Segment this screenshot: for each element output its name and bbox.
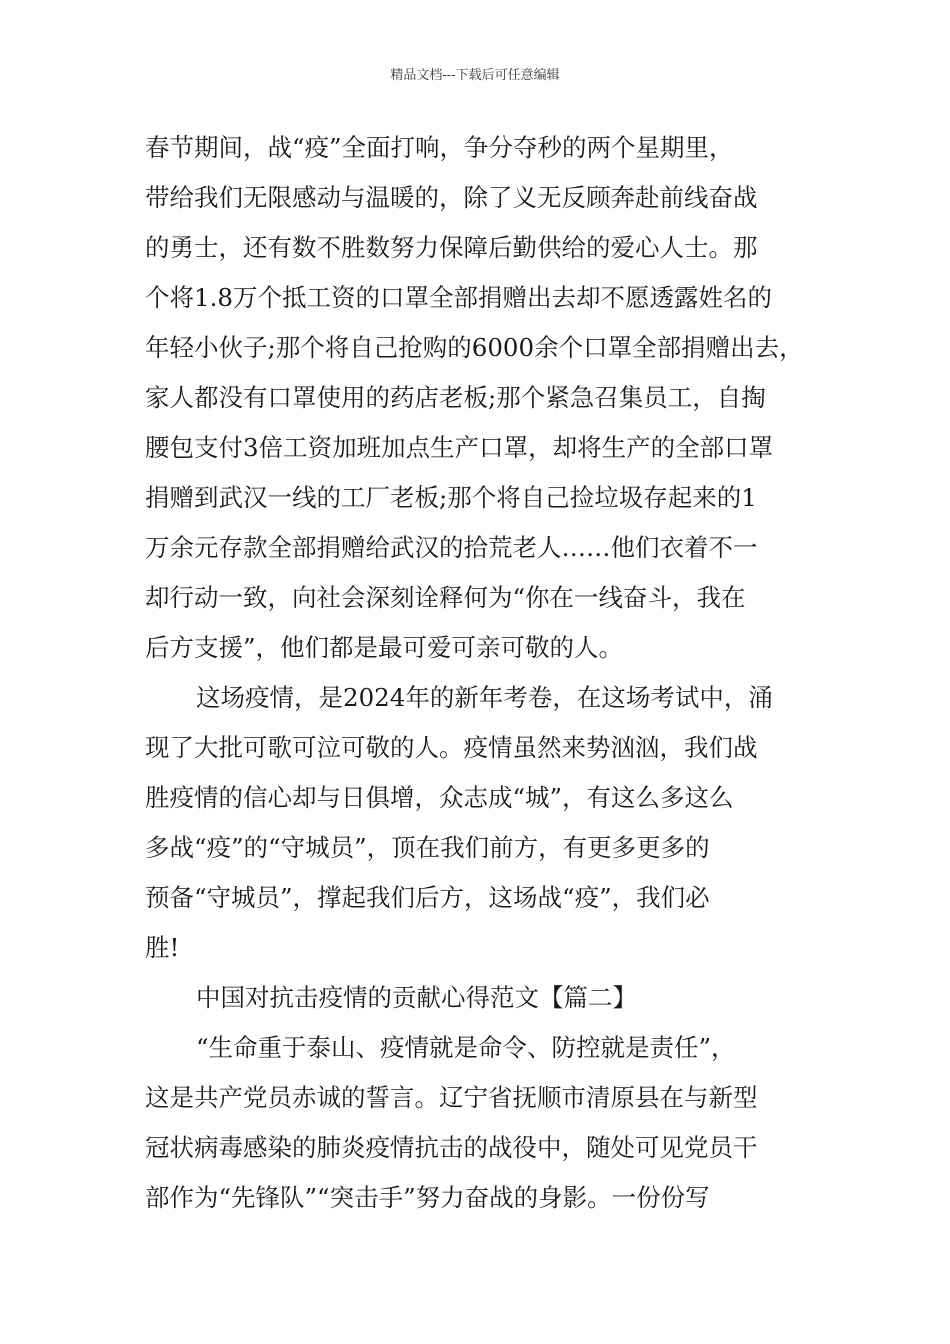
text-line: 却行动一致，向社会深刻诠释何为“你在一线奋斗，我在 [145, 583, 746, 612]
text-line: 个将1.8万个抵工资的口罩全部捐赠出去却不愿透露姓名的 [145, 283, 772, 312]
text-line: 部作为“先锋队”“突击手”努力奋战的身影。一份份写 [145, 1183, 710, 1212]
paragraph-first-line: 这场疫情，是2024年的新年考卷，在这场考试中，涌 [196, 683, 773, 712]
text-line: 春节期间，战“疫”全面打响，争分夺秒的两个星期里， [145, 133, 734, 162]
text-line: 年轻小伙子;那个将自己抢购的6000余个口罩全部捐赠出去， [145, 333, 804, 362]
text-line: 后方支援”，他们都是最可爱可亲可敬的人。 [145, 633, 624, 662]
text-line: 冠状病毒感染的肺炎疫情抗击的战役中，随处可见党员干 [145, 1133, 758, 1162]
document-body [145, 123, 810, 1223]
text-line: 这是共产党员赤诚的誓言。辽宁省抚顺市清原县在与新型 [145, 1083, 758, 1112]
text-line: 预备“守城员”，撑起我们后方，这场战“疫”，我们必 [145, 883, 710, 912]
page-header: 精品文档---下载后可任意编辑 [390, 68, 560, 83]
text-line: 的勇士，还有数不胜数努力保障后勤供给的爱心人士。那 [145, 233, 758, 262]
text-line: 胜! [145, 933, 180, 962]
text-line: 带给我们无限感动与温暖的，除了义无反顾奔赴前线奋战 [145, 183, 758, 212]
text-line: 万余元存款全部捐赠给武汉的拾荒老人……他们衣着不一 [145, 533, 758, 562]
text-line: 现了大批可歌可泣可敬的人。疫情虽然来势汹汹，我们战 [145, 733, 758, 762]
text-line: 家人都没有口罩使用的药店老板;那个紧急召集员工，自掏 [145, 383, 766, 412]
text-line: 多战“疫”的“守城员”，顶在我们前方，有更多更多的 [145, 833, 710, 862]
text-line: 捐赠到武汉一线的工厂老板;那个将自己捡垃圾存起来的1 [145, 483, 757, 512]
paragraph-first-line: “生命重于泰山、疫情就是命令、防控就是责任”， [196, 1033, 736, 1062]
text-line: 腰包支付3倍工资加班加点生产口罩，却将生产的全部口罩 [145, 433, 774, 462]
paragraph-first-line: 中国对抗击疫情的贡献心得范文【篇二】 [196, 983, 637, 1012]
text-line: 胜疫情的信心却与日俱增，众志成“城”，有这么多这么 [145, 783, 734, 812]
